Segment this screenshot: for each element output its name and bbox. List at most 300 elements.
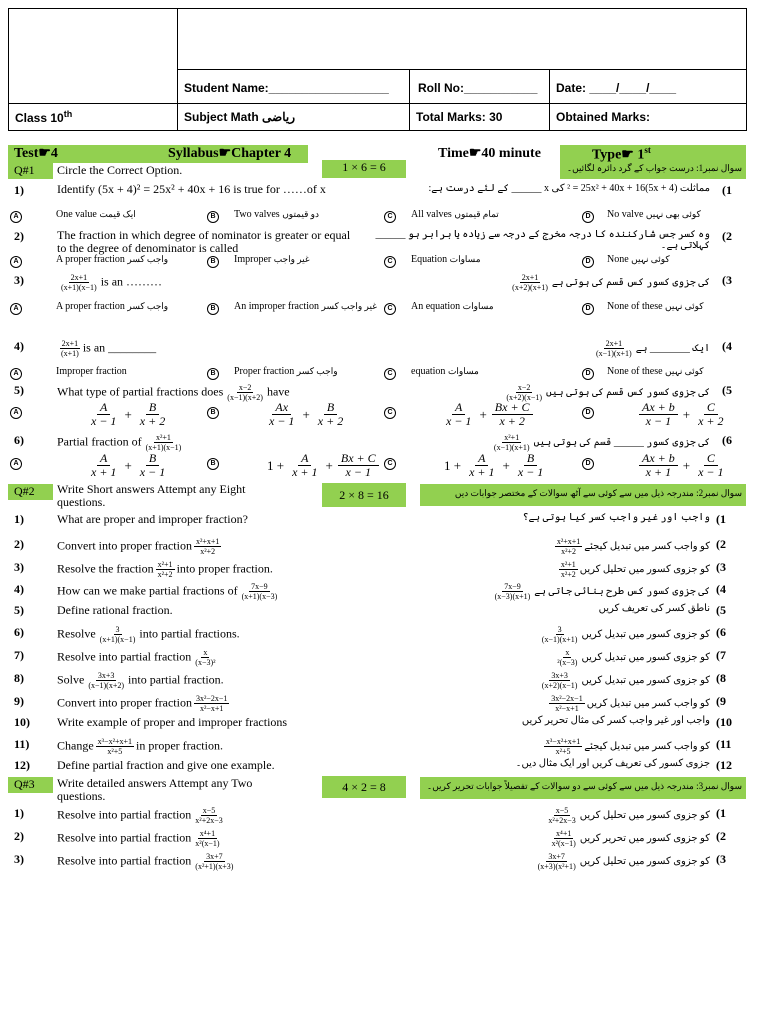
fraction [540, 671, 580, 690]
option-urdu: دو قیمتوں [282, 209, 319, 219]
fraction-denominator: (x²+1)(x+3) [537, 862, 576, 871]
question-stem-end: into partial fractions. [139, 626, 240, 641]
option-b-bubble[interactable]: B [207, 256, 219, 268]
fraction-denominator: x − 1 [139, 465, 166, 479]
fraction-numerator: 3 [557, 625, 562, 634]
question-urdu [420, 560, 710, 579]
option-b-text[interactable] [234, 209, 319, 220]
question-number: 11) [14, 737, 30, 751]
fraction-denominator: x + 2 [499, 414, 525, 428]
question-stem-end: in proper fraction. [136, 738, 223, 753]
option-c-bubble[interactable]: C [384, 458, 396, 470]
option-urdu: مساوات [462, 301, 494, 311]
question-number: 5) [14, 383, 24, 397]
option-label: An improper fraction [234, 301, 319, 312]
option-c-expression [441, 452, 548, 479]
question-urdu-number: (2 [722, 229, 732, 243]
fraction-numerator: x²+1 [157, 560, 173, 569]
plus-sign: + [302, 406, 310, 422]
fraction-denominator: x + 1 [91, 465, 117, 479]
question-urdu-number: (12 [716, 758, 732, 772]
option-label: No valve [607, 209, 644, 220]
question-urdu [420, 737, 710, 756]
fraction [510, 273, 550, 292]
fraction [225, 383, 265, 402]
fraction-numerator: A [298, 452, 311, 466]
question-number: 7) [14, 648, 24, 662]
fraction [194, 537, 221, 556]
question-stem: Define rational fraction. [57, 603, 173, 617]
question-stem: Define partial fraction and give one example. [57, 758, 275, 772]
fraction-numerator: 3x+7 [206, 852, 223, 861]
question-number: 5) [14, 603, 24, 617]
long-question-text [57, 829, 224, 848]
plus-sign: + [682, 406, 691, 422]
question-stem: Convert into proper fraction [57, 695, 192, 710]
fraction [137, 401, 168, 428]
question-urdu-number: (4 [722, 339, 732, 353]
long-question-text [57, 852, 237, 871]
fraction [546, 806, 577, 825]
fraction-denominator: x²(x−1) [195, 839, 220, 848]
fraction-denominator: x²+2 [561, 547, 576, 556]
question-urdu-text: کو واجب کسر میں تبدیل کیجئے [584, 740, 710, 752]
question-urdu-text: کی جزوی کسور کس قسم کی ہوتی ہے [551, 276, 710, 288]
question-urdu-number: (10 [716, 715, 732, 729]
question-urdu [420, 603, 710, 614]
short-question-text [57, 603, 173, 618]
option-b-expression [264, 401, 348, 428]
question-number: 4) [14, 582, 24, 596]
fraction-denominator: (x+1)(x−1) [99, 635, 136, 644]
option-label: None [607, 254, 629, 265]
question-urdu-text: کو جزوی کسور میں تحلیل کریں [579, 809, 710, 821]
question-stem: What type of partial fractions does [57, 384, 224, 399]
header-top-box [177, 8, 747, 70]
fraction-denominator: x + 2 [139, 414, 166, 428]
fraction [536, 852, 578, 871]
question-stem-end: into proper fraction. [176, 561, 273, 576]
question-stem-end: into partial fraction. [128, 672, 224, 687]
question-text [57, 183, 357, 196]
option-urdu: کوئی نہیں [665, 301, 704, 311]
test-label: Test☛4 [14, 146, 58, 161]
plus-sign: + [325, 457, 333, 473]
fraction-numerator: x⁴+1 [199, 829, 216, 838]
option-c-text[interactable] [411, 254, 481, 265]
question-urdu [420, 758, 710, 769]
question-urdu-text: جزوی کسور کی تعریف کریں اور ایک مثال دیں۔ [515, 758, 710, 769]
question-urdu-number: (1 [716, 806, 726, 820]
option-a-text[interactable] [56, 366, 127, 377]
fraction-numerator: 7x−9 [251, 582, 268, 591]
question-urdu-text: کی جزوی کسور کس قسم کی ہوتی ہیں [546, 386, 710, 398]
option-c-text[interactable] [411, 301, 494, 312]
plus-sign: + [124, 457, 132, 473]
fraction [492, 433, 532, 452]
option-a-text[interactable] [56, 209, 136, 220]
fraction-denominator: x²+2x−3 [195, 816, 223, 825]
question-urdu [420, 694, 710, 713]
fraction-numerator: x²+1 [560, 560, 576, 569]
fraction [240, 582, 280, 601]
question-urdu [420, 537, 710, 556]
question-urdu-text: ایک ________ ہے [635, 342, 710, 354]
option-urdu: تمام قیمتوں [454, 209, 499, 219]
question-urdu-number: (6 [716, 625, 726, 639]
plus-sign: + [682, 457, 691, 473]
fraction-numerator: x−5 [555, 806, 569, 815]
fraction-numerator: C [704, 452, 718, 466]
fraction-denominator: x − 1 [645, 414, 672, 428]
question-urdu-text: کو جزوی کسور میں تبدیل کریں [581, 674, 710, 686]
question-stem: Partial fraction of [57, 434, 142, 449]
question-stem: Resolve into partial fraction [57, 649, 192, 664]
fraction-numerator: x⁴+1 [556, 829, 572, 838]
fraction [549, 694, 584, 713]
question-number: 3) [14, 560, 24, 574]
option-d-bubble[interactable]: D [582, 407, 594, 419]
question-urdu-number: (3 [722, 273, 732, 287]
fraction-denominator: x − 1 [91, 414, 117, 428]
fraction-denominator: (x+1)(x−1) [61, 283, 97, 292]
question-urdu-text: کو واجب کسر میں تبدیل کریں [586, 697, 710, 709]
fraction-numerator: x²+x+1 [556, 537, 581, 546]
question-urdu-number: (1 [716, 512, 726, 526]
option-c-text[interactable] [411, 366, 479, 377]
question-urdu-number: (2 [716, 829, 726, 843]
option-c-bubble[interactable]: C [384, 368, 396, 380]
date-field[interactable]: Date: ____/____/____ [549, 69, 747, 104]
question-number: 2) [14, 829, 24, 843]
fraction-numerator: 7x−9 [504, 582, 521, 591]
option-d-text[interactable] [607, 366, 704, 377]
question-number: 3) [14, 273, 24, 287]
fraction-denominator: x − 1 [345, 465, 371, 479]
q1-marks: 1 × 6 = 6 [322, 160, 406, 178]
option-a-bubble[interactable]: A [10, 458, 22, 470]
option-c-bubble[interactable]: C [384, 256, 396, 268]
option-a-bubble[interactable]: A [10, 256, 22, 268]
fraction [555, 648, 579, 667]
fraction-numerator: 2x+1 [61, 339, 79, 348]
fraction-denominator: (x+1)(x−1) [596, 349, 632, 358]
option-urdu: کوئی نہیں [665, 366, 704, 376]
fraction [193, 829, 221, 848]
fraction [550, 829, 578, 848]
question-urdu-number: (3 [716, 852, 726, 866]
option-label: Improper fraction [56, 366, 127, 377]
short-question-text [57, 715, 287, 730]
question-urdu-number: (2 [716, 537, 726, 551]
question-stem: Convert into proper fraction [57, 538, 192, 553]
fraction-numerator: Ax + b [639, 401, 678, 415]
fraction-denominator: (x+1)(x−3) [241, 592, 278, 601]
fraction-numerator: 3x+7 [548, 852, 565, 861]
option-b-bubble[interactable]: B [207, 303, 219, 315]
fraction [144, 433, 184, 452]
question-urdu-text: کی جزوی کسور کس طرح بنائی جاتی ہے [534, 585, 710, 597]
option-c-bubble[interactable]: C [384, 211, 396, 223]
short-question-text [57, 582, 281, 601]
plus-sign: + [479, 406, 487, 422]
fraction-denominator: (x+1) [61, 349, 79, 358]
option-a-text[interactable] [56, 301, 168, 312]
option-d-expression [637, 401, 729, 428]
option-urdu: غیر واجب [273, 254, 310, 264]
fraction [466, 452, 497, 479]
question-number: 1) [14, 183, 24, 197]
option-d-bubble[interactable]: D [582, 368, 594, 380]
option-label: None of these [607, 301, 663, 312]
fraction-numerator: 3x+3 [551, 671, 568, 680]
fraction [639, 401, 678, 428]
question-stem: How can we make partial fractions of [57, 583, 238, 598]
fraction [59, 339, 81, 358]
question-urdu [420, 715, 710, 726]
fraction-numerator: x [565, 648, 570, 657]
fraction [443, 401, 474, 428]
question-urdu-number: (9 [716, 694, 726, 708]
fraction [492, 401, 533, 428]
fraction-denominator: x²(x−1) [551, 839, 576, 848]
fraction-denominator: x²−x+1 [199, 704, 224, 713]
option-label: One value [56, 209, 97, 220]
option-c-bubble[interactable]: C [384, 407, 396, 419]
syllabus-label: Syllabus☛Chapter 4 [168, 146, 292, 161]
fraction [96, 737, 134, 756]
fraction-numerator: B [524, 452, 537, 466]
option-label: An equation [411, 301, 461, 312]
question-urdu [420, 806, 710, 825]
option-urdu: مساوات [449, 254, 481, 264]
option-urdu: کوئی نہیں [631, 254, 670, 264]
option-urdu: واجب کسر [127, 301, 169, 311]
question-urdu-number: (6 [722, 433, 732, 447]
fraction [98, 625, 138, 644]
fraction-denominator: (x+1)(x−1) [541, 635, 578, 644]
q3-title: Write detailed answers Attempt any Two questions. [57, 776, 253, 803]
fraction-numerator: 2x+1 [70, 273, 88, 282]
fraction [88, 452, 119, 479]
question-stem: Write example of proper and improper fractions [57, 715, 288, 729]
fraction-denominator: x²+2 [157, 570, 173, 579]
short-question-text [57, 694, 231, 713]
option-d-text[interactable] [607, 209, 701, 220]
option-b-bubble[interactable]: B [207, 458, 219, 470]
fraction-denominator: x²+2x−3 [548, 816, 576, 825]
option-b-bubble[interactable]: B [207, 368, 219, 380]
question-number: 6) [14, 433, 24, 447]
fraction-denominator: x²+2 [200, 547, 216, 556]
fraction-denominator: x²+5 [107, 747, 123, 756]
q2-title: Write Short answers Attempt any Eight questions. [57, 482, 246, 509]
fraction-numerator: Bx + C [338, 452, 379, 466]
fraction-numerator: x−2 [517, 383, 531, 392]
short-question-text [57, 537, 223, 556]
question-urdu-number: (8 [716, 671, 726, 685]
question-urdu-number: (5 [722, 383, 732, 397]
option-d-bubble[interactable]: D [582, 256, 594, 268]
question-stem: Resolve the fraction [57, 561, 154, 576]
roll-no-field[interactable]: Roll No:___________ [409, 69, 550, 104]
fraction-denominator: (x−1)(x+2) [541, 681, 578, 690]
fraction [695, 401, 726, 428]
question-urdu [370, 433, 710, 452]
short-question-text [57, 737, 223, 756]
fraction [289, 452, 320, 479]
question-urdu-text: کو جزوی کسور میں تبدیل کریں [581, 651, 710, 663]
fraction-numerator: A [452, 401, 465, 415]
fraction [194, 694, 229, 713]
fraction-numerator: A [475, 452, 488, 466]
fraction-denominator: (x+1)(x−3) [494, 592, 531, 601]
option-c-bubble[interactable]: C [384, 303, 396, 315]
fraction [193, 852, 235, 871]
fraction-denominator: (x²+1)(x+3) [195, 862, 234, 871]
option-b-bubble[interactable]: B [207, 211, 219, 223]
fraction-numerator: x²+1 [504, 433, 520, 442]
fraction-denominator: (x+1)(x+2) [512, 283, 548, 292]
fraction [156, 560, 175, 579]
subject-field: Subject Math ریاضی [177, 103, 410, 131]
fraction-numerator: 3 [115, 625, 120, 634]
type-bar [560, 145, 746, 163]
question-text [57, 433, 357, 452]
question-number: 1) [14, 512, 24, 526]
question-urdu [420, 671, 710, 690]
fraction [266, 401, 297, 428]
fraction-numerator: A [97, 452, 110, 466]
question-number: 6) [14, 625, 24, 639]
option-b-bubble[interactable]: B [207, 407, 219, 419]
student-name-field[interactable]: Student Name:__________________ [177, 69, 410, 104]
fraction [639, 452, 678, 479]
option-prefix: 1 + [267, 457, 285, 473]
question-stem: Resolve [57, 626, 96, 641]
option-urdu: واجب کسر [296, 366, 338, 376]
question-urdu-text: کو واجب کسر میں تبدیل کیجئے [584, 540, 710, 552]
option-a-text[interactable] [56, 254, 168, 265]
question-number: 10) [14, 715, 30, 729]
time-label: Time☛40 minute [438, 146, 541, 161]
question-urdu-text: کی جزوی کسور ______ قسم کی ہوتی ہیں [533, 436, 710, 448]
fraction-numerator: x−5 [202, 806, 216, 815]
question-urdu-text: وہ کسر جس شارکنندہ کا درجہ مخرج کے درجہ سے زیادہ یا برابر ہو ______ کہلاتی ہے۔ [375, 229, 710, 251]
fraction-denominator: (x+1)(x−1) [493, 443, 530, 452]
question-urdu-text: کو جزوی کسور میں تحلیل کریں [579, 563, 710, 575]
option-b-text[interactable] [234, 366, 338, 377]
option-d-text[interactable] [607, 254, 670, 265]
fraction [193, 806, 224, 825]
option-b-text[interactable] [234, 254, 310, 265]
fraction-denominator: (x−3)² [557, 658, 578, 667]
option-a-bubble[interactable]: A [10, 211, 22, 223]
fraction-denominator: x + 2 [317, 414, 344, 428]
question-number: 4) [14, 339, 24, 353]
q3-label: Q#3 [8, 777, 53, 793]
fraction-denominator: x − 1 [698, 465, 724, 479]
option-a-expression [86, 401, 170, 428]
short-question-text [57, 648, 220, 667]
option-d-bubble[interactable]: D [582, 211, 594, 223]
fraction [515, 452, 546, 479]
question-stem: Solve [57, 672, 85, 687]
question-number: 1) [14, 806, 24, 820]
q1-title: Circle the Correct Option. [57, 163, 183, 177]
question-number: 2) [14, 229, 24, 243]
option-label: Equation [411, 254, 448, 265]
option-b-text[interactable] [234, 301, 377, 312]
fraction-numerator: C [704, 401, 718, 415]
fraction-numerator: x²+1 [156, 433, 171, 442]
fraction [86, 671, 126, 690]
question-urdu-text: کو جزوی کسور میں تحلیل کریں [579, 855, 710, 867]
question-urdu [420, 625, 710, 644]
fraction [338, 452, 379, 479]
option-c-text[interactable] [411, 209, 499, 220]
question-stem: Resolve into partial fraction [57, 830, 192, 845]
question-text [57, 229, 357, 255]
fraction [59, 273, 99, 292]
fraction-numerator: x²+x+1 [195, 537, 220, 546]
question-urdu-text: کو جزوی کسور میں تبدیل کریں [581, 628, 710, 640]
option-a-expression [86, 452, 170, 479]
question-urdu-text: کو جزوی کسور میں تحریر کریں [579, 832, 710, 844]
option-b-expression [264, 452, 381, 479]
fraction-numerator: 3x²−2x−1 [195, 694, 228, 703]
fraction [493, 582, 533, 601]
fraction-numerator: A [97, 401, 110, 415]
fraction-denominator: x − 1 [446, 414, 472, 428]
fraction-denominator: (x−3)² [195, 658, 216, 667]
option-d-text[interactable] [607, 301, 704, 312]
question-urdu-text: واجب اور غیر واجب کسر کی مثال تحریر کریں [521, 715, 710, 726]
question-stem: is an ……… [100, 274, 163, 289]
option-prefix: 1 + [444, 457, 462, 473]
fraction-numerator: x³−x²+x+1 [545, 737, 581, 746]
fraction-denominator: (x−1)(x+2) [506, 393, 543, 402]
option-a-bubble[interactable]: A [10, 368, 22, 380]
option-label: equation [411, 366, 446, 377]
question-urdu [370, 183, 710, 194]
option-label: A proper fraction [56, 301, 125, 312]
option-a-bubble[interactable]: A [10, 303, 22, 315]
option-label: Proper fraction [234, 366, 295, 377]
option-urdu: غیر واجب کسر [321, 301, 377, 311]
type-label: Type☛ 1st [592, 145, 651, 163]
option-label: A proper fraction [56, 254, 125, 265]
question-stem: Identify (5x + 4)² = 25x² + 40x + 16 is true for ……of x [57, 182, 326, 196]
question-urdu [370, 339, 710, 358]
fraction-numerator: Ax + b [639, 452, 678, 466]
fraction-denominator: x − 1 [517, 465, 544, 479]
option-d-bubble[interactable]: D [582, 303, 594, 315]
obtained-marks-field[interactable]: Obtained Marks: [549, 103, 747, 131]
option-a-bubble[interactable]: A [10, 407, 22, 419]
option-urdu: مساوات [447, 366, 479, 376]
short-question-text [57, 560, 273, 579]
fraction-numerator: 2x+1 [605, 339, 623, 348]
question-stem-end: have [266, 384, 290, 399]
fraction [315, 401, 346, 428]
fraction-numerator: 3x+3 [97, 671, 115, 680]
option-d-bubble[interactable]: D [582, 458, 594, 470]
fraction [555, 537, 582, 556]
fraction-numerator: B [324, 401, 337, 415]
question-urdu [370, 229, 710, 251]
long-question-text [57, 806, 227, 825]
